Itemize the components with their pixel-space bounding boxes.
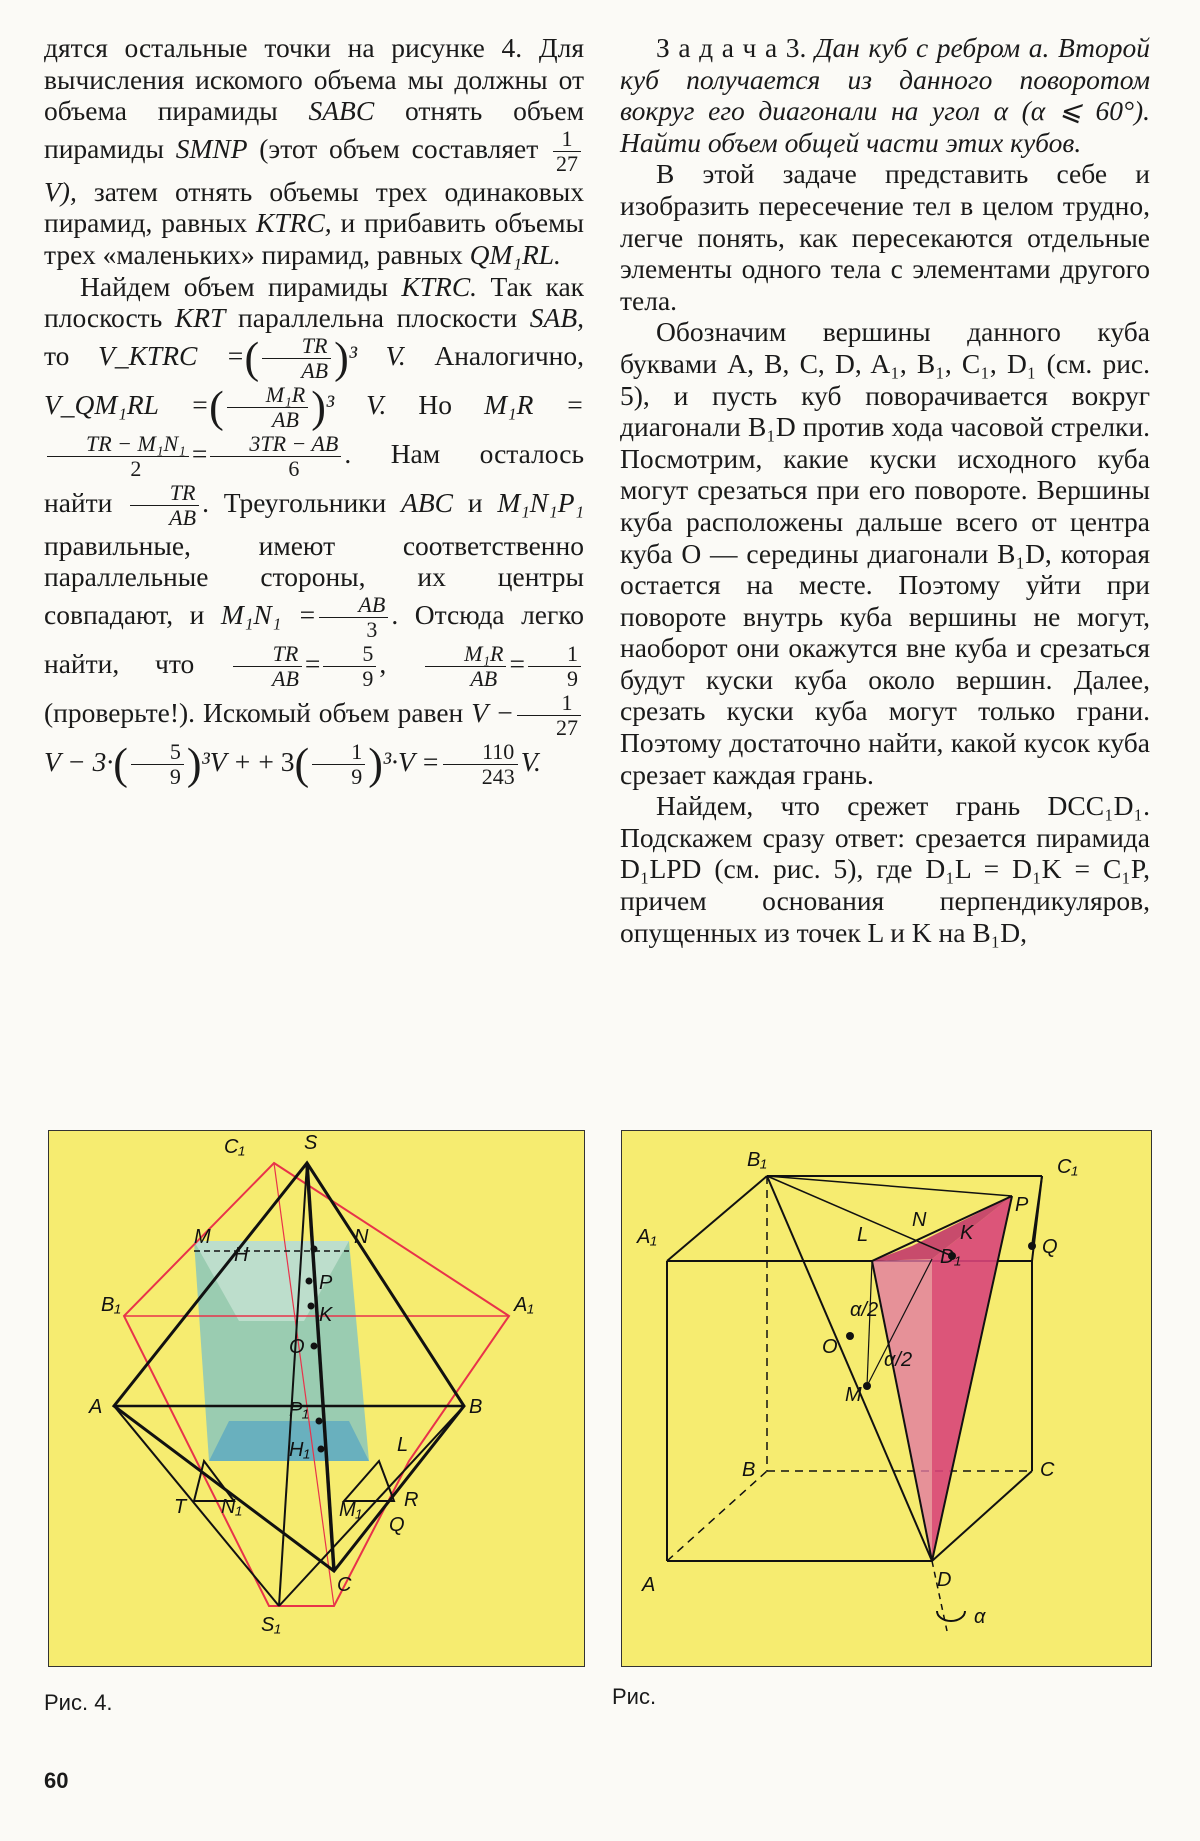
fig5-label-p: P [1015, 1194, 1029, 1216]
fig4-label-h: H [234, 1244, 249, 1266]
figure-4 [48, 1130, 585, 1667]
fig4-label-t: T [174, 1496, 187, 1518]
fig5-label-c: C [1040, 1459, 1055, 1481]
fig4-label-n: N [354, 1226, 369, 1248]
fig4-label-n1: N₁ [221, 1496, 242, 1518]
fig4-label-b1: B₁ [101, 1294, 121, 1316]
fig5-label-o: O [822, 1336, 838, 1358]
fig5-label-a1: A₁ [637, 1226, 657, 1248]
fig5-label-alpha-half-2: α/2 [884, 1349, 913, 1371]
left-paragraph-1: дятся остальные точки на рисунке 4. Для вычисления искомого объема мы должны от объема пирамиды SABC отнять объем пирамиды SMNP (этот объем составляет $\frac{1}{27}$ V), затем отнять объемы трех одинаковых пирамид, равных KTRC, и прибавить объемы трех «маленьких» пирамид, равных QM₁RL. [44, 32, 585, 270]
task-text: Дан куб с ребром a. Второй куб получается из данного поворотом вокруг его диагонали на угол α (α ⩽ 60°). Найти объем общей части этих кубов. [620, 32, 1151, 158]
fig4-label-c1: C₁ [224, 1136, 245, 1158]
fig5-label-d: D [937, 1569, 952, 1591]
fig4-label-p1: P₁ [289, 1399, 309, 1421]
right-paragraph-3: Найдем, что срежет грань DCC₁D₁. Подскажем сразу ответ: срезается пирамида D₁LPD (см. рис. 5), где D₁L = D₁K = C₁P, причем основания перпендикуляров, опущенных из точек L и K на B₁D, [620, 790, 1150, 948]
fig4-label-p: P [319, 1272, 333, 1294]
right-paragraph-1: В этой задаче представить себе и изобразить пересечение тел в целом трудно, легче понять, как пересекаются отдельные элементы одного тела с элементами другого тела. [620, 158, 1150, 316]
right-column [620, 32, 1150, 948]
fig4-label-o: O [289, 1336, 305, 1358]
fraction: $\frac{1}{27}$ [553, 127, 581, 176]
fig5-label-d1: D₁ [940, 1246, 961, 1268]
task-statement [620, 32, 1150, 158]
fig5-label-a: A [642, 1574, 656, 1596]
fig5-label-alpha-half-1: α/2 [850, 1299, 879, 1321]
figure-4-drawing [49, 1131, 584, 1666]
left-column [44, 32, 584, 789]
figure-5-caption: Рис. [612, 1684, 657, 1709]
fig5-label-b1: B₁ [747, 1149, 767, 1171]
fig5-label-c1: C₁ [1057, 1156, 1078, 1178]
fig4-label-l: L [397, 1434, 409, 1456]
figure-5 [621, 1130, 1152, 1667]
fig5-label-m: M [845, 1384, 862, 1406]
figure-5-drawing [622, 1131, 1151, 1666]
fig4-label-k: K [319, 1304, 333, 1326]
figure-4-caption: Рис. 4. [44, 1690, 113, 1715]
page-number: 60 [44, 1768, 69, 1793]
fig4-label-s1: S₁ [261, 1614, 281, 1636]
fig4-label-q: Q [389, 1514, 405, 1536]
fig5-label-b: B [742, 1459, 756, 1481]
right-paragraph-2: Обозначим вершины данного куба буквами A, B, C, D, A₁, B₁, C₁, D₁ (см. рис. 5), и пусть куб поворачивается вокруг диагонали B₁D против хода часовой стрелки. Посмотрим, какие куски исходного куба могут срезаться при его повороте. Вершины куба расположены дальше всего от центра куба O — середины диагонали B₁D, которая остается на месте. Поэтому уйти при повороте внутрь куба вершины не могут, наоборот они окажутся вне куба и срезаться будут куски куба около вершин. Далее, срезать куски куба могут только грани. Поэтому достаточно найти, какой кусок куба срезает каждая грань. [620, 316, 1150, 790]
fig5-label-n: N [912, 1209, 927, 1231]
fig4-label-b: B [469, 1396, 483, 1418]
fig4-label-a1: A₁ [514, 1294, 534, 1316]
left-paragraph-2: Найдем объем пирамиды KTRC. Так как плоскость KRT параллельна плоскости SAB, то V_KTRC =( $\frac{TR}{AB}$ )³ V. Аналогично, V_QM₁RL =( $\frac{\text{M₁R}}{AB}$ )³ V. Но M₁R = $\frac{\text{TR − M₁N₁}}{2}$ = $\frac{3TR - AB}{6}$ . Нам осталось найти $\frac{TR}{AB}$ . Треугольники ABC и M₁N₁P₁ правильные, имеют соответственно параллельные стороны, их центры совпадают, и M₁N₁ = $\frac{AB}{3}$ . Отсюда легко найти, что $\frac{TR}{AB}$ = $\frac{5}{9}$ , $\frac{\text{M₁R}}{AB}$ = $\frac{1}{9}$ (проверьте!). Искомый объем равен V − $\frac{1}{27}$ V − 3·( $\frac{5}{9}$ )³V + + 3( $\frac{1}{9}$ )³·V = $\frac{110}{243}$ V. [44, 270, 585, 789]
fig5-label-alpha: α [974, 1606, 986, 1628]
fig5-label-q: Q [1042, 1236, 1058, 1258]
task-label: З а д а ч а 3. [656, 32, 807, 63]
fig4-label-m1: M₁ [339, 1499, 362, 1521]
fig5-label-l: L [857, 1224, 869, 1246]
fig4-label-r: R [404, 1489, 419, 1511]
fig4-label-m: M [194, 1226, 211, 1248]
fig4-label-h1: H₁ [289, 1439, 310, 1461]
fig4-label-c: C [337, 1574, 352, 1596]
fig4-label-a: A [89, 1396, 103, 1418]
fig4-label-s: S [304, 1132, 318, 1154]
fig5-label-k: K [960, 1222, 974, 1244]
